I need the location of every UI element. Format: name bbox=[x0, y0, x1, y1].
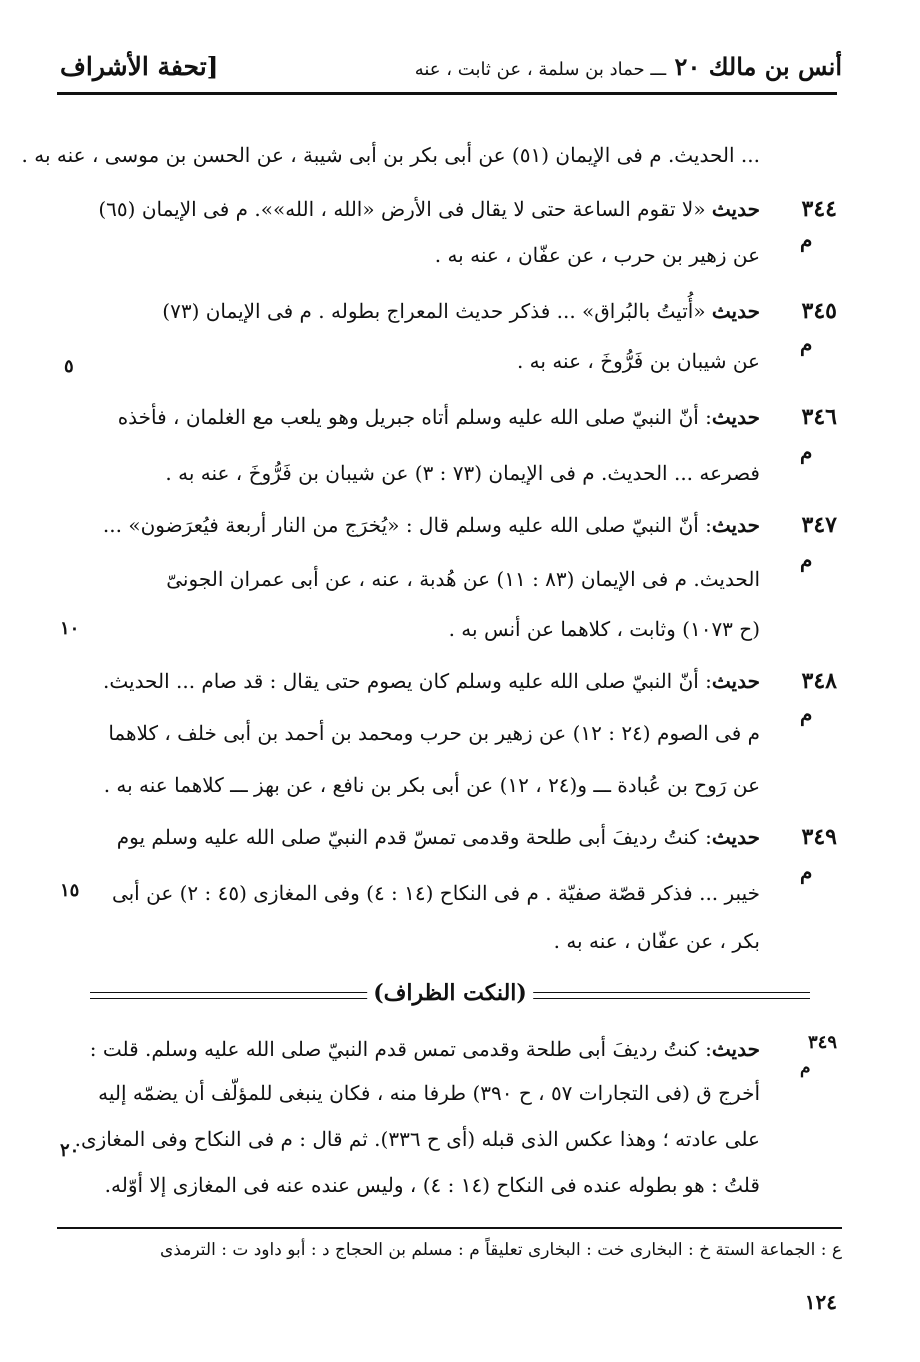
hadith-number: ٣٤٦ bbox=[801, 404, 837, 430]
entry-line: عن شيبان بن فَرُّوخَ ، عنه به . bbox=[516, 349, 760, 373]
entry-line: الحديث. م فى الإيمان (٨٣ : ١١) عن هُدبة ، عنه ، عن أبى عمران الجونىّ bbox=[166, 567, 760, 591]
entry-line: حديث: أنّ النبيّ صلى الله عليه وسلم أتاه جبريل وهو يلعب مع الغلمان ، فأخذه bbox=[117, 405, 760, 429]
line-marker: ١٥ bbox=[60, 880, 80, 901]
entry-line: عن رَوح بن عُبادة ـــ و(٢٤ ، ١٢) عن أبى بكر بن نافع ، عن بهز ـــ كلاهما عنه به . bbox=[103, 773, 760, 797]
entry-lead: حديث bbox=[711, 197, 760, 221]
entry-lead: حديث bbox=[711, 513, 760, 537]
source-mark: م bbox=[800, 860, 813, 884]
header-divider bbox=[57, 92, 837, 95]
hadith-number: ٣٤٥ bbox=[801, 298, 837, 324]
source-mark: م bbox=[800, 1058, 811, 1078]
entry-line: بكر ، عن عفّان ، عنه به . bbox=[553, 929, 760, 953]
hadith-number: ٣٤٩ bbox=[801, 824, 837, 850]
running-header bbox=[415, 52, 842, 81]
hadith-number: ٣٤٩ bbox=[807, 1032, 837, 1053]
entry-line: أخرج ق (فى التجارات ٥٧ ، ح ٣٩٠) طرفا منه ، فكان ينبغى للمؤلّف أن يضمّه إليه bbox=[98, 1081, 760, 1105]
entry-line: حديث: أنّ النبيّ صلى الله عليه وسلم كان يصوم حتى يقال : قد صام ... الحديث. bbox=[103, 669, 760, 693]
section-separator bbox=[90, 980, 810, 1010]
hadith-number: ٣٤٤ bbox=[801, 196, 837, 222]
header-title: أنس بن مالك bbox=[708, 52, 842, 81]
entry-line: حديث «لا تقوم الساعة حتى لا يقال فى الأرض «الله ، الله»». م فى الإيمان (٦٥) bbox=[98, 197, 760, 221]
source-mark: م bbox=[800, 548, 813, 572]
source-mark: م bbox=[800, 440, 813, 464]
entry-line: على عادته ؛ وهذا عكس الذى قبله (أى ح ٣٣٦). ثم قال : م فى النكاح وفى المغازى. bbox=[74, 1127, 760, 1151]
footer-divider bbox=[57, 1227, 842, 1229]
hadith-number: ٣٤٨ bbox=[801, 668, 837, 694]
source-mark: م bbox=[800, 332, 813, 356]
abbreviation-key: ع : الجماعة الستة خ : البخارى خت : البخارى تعليقاً م : مسلم بن الحجاج د : أبو داود ت : الترمذى bbox=[160, 1240, 842, 1260]
entry-line: (ح ١٠٧٣) وثابت ، كلاهما عن أنس به . bbox=[448, 617, 760, 641]
entry-lead: حديث bbox=[711, 825, 760, 849]
entry-lead: حديث bbox=[711, 1037, 760, 1061]
entry-line: عن زهير بن حرب ، عن عفّان ، عنه به . bbox=[434, 243, 760, 267]
entry-lead: حديث bbox=[711, 299, 760, 323]
entry-line: م فى الصوم (٢٤ : ١٢) عن زهير بن حرب ومحمد بن أحمد بن أبى خلف ، كلاهما bbox=[108, 721, 760, 745]
source-mark: م bbox=[800, 702, 813, 726]
entry-line: حديث: كنتُ رديفَ أبى طلحة وقدمى تمس قدم النبيّ صلى الله عليه وسلم. قلت : bbox=[89, 1037, 760, 1061]
header-subtitle: ـــ حماد بن سلمة ، عن ثابت ، عنه bbox=[414, 59, 667, 80]
entry-lead: حديث bbox=[711, 405, 760, 429]
entry-line: حديث «أُتيتُ بالبُراق» ... فذكر حديث المعراج بطوله . م فى الإيمان (٧٣) bbox=[162, 299, 760, 323]
intro-line: ... الحديث. م فى الإيمان (٥١) عن أبى بكر بن أبى شيبة ، عن الحسن بن موسى ، عنه به . bbox=[21, 143, 760, 167]
entry-line: فصرعه ... الحديث. م فى الإيمان (٧٣ : ٣) عن شيبان بن فَرُّوخَ ، عنه به . bbox=[165, 461, 760, 485]
book-title: [تحفة الأشراف bbox=[60, 52, 219, 81]
entry-lead: حديث bbox=[711, 669, 760, 693]
hadith-number: ٣٤٧ bbox=[801, 512, 837, 538]
header-number: ٢٠ bbox=[674, 52, 701, 81]
entry-line: قلتُ : هو بطوله عنده فى النكاح (١٤ : ٤) ، وليس عنده عنه فى المغازى إلا أوّله. bbox=[104, 1173, 760, 1197]
entry-line: حديث: أنّ النبيّ صلى الله عليه وسلم قال : «يُخرَج من النار أربعة فيُعرَضون» ... bbox=[102, 513, 760, 537]
line-marker: ١٠ bbox=[60, 618, 80, 639]
page-number: ١٢٤ bbox=[804, 1290, 837, 1314]
source-mark: م bbox=[800, 228, 813, 252]
entry-line: حديث: كنتُ رديفَ أبى طلحة وقدمى تمسّ قدم النبيّ صلى الله عليه وسلم يوم bbox=[116, 825, 760, 849]
line-marker: ٢٠ bbox=[60, 1140, 80, 1161]
section-title: (النكت الظراف) bbox=[367, 980, 533, 1006]
entry-line: خيبر ... فذكر قصّة صفيّة . م فى النكاح (١٤ : ٤) وفى المغازى (٤٥ : ٢) عن أبى bbox=[111, 881, 760, 905]
line-marker: ٥ bbox=[64, 356, 74, 377]
